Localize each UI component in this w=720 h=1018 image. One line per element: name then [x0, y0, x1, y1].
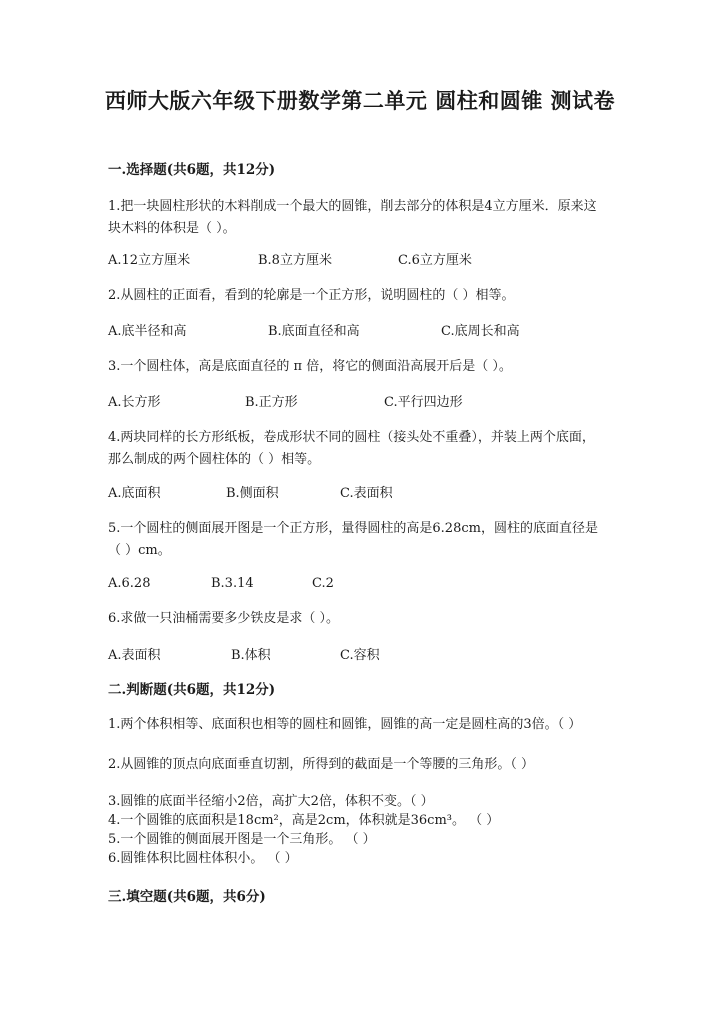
choice-question-5: 5.一个圆柱的侧面展开图是一个正方形，量得圆柱的高是6.28cm，圆柱的底面直径是（ ）cm。	[108, 521, 598, 558]
option-a: A.长方形	[108, 395, 161, 410]
option-a: A.表面积	[108, 648, 161, 663]
option-a: A.底半径和高	[108, 324, 187, 339]
judge-question-3: 3.圆锥的底面半径缩小2倍，高扩大2倍，体积不变。（ ）	[108, 794, 434, 809]
section-fill-heading: 三.填空题(共6题，共6分)	[108, 889, 266, 905]
option-a: A.12立方厘米	[108, 253, 191, 268]
option-b: B.体积	[231, 648, 271, 663]
option-c: C.表面积	[340, 486, 393, 501]
choice-options-3	[108, 394, 628, 412]
option-c: C.底周长和高	[441, 324, 520, 339]
option-c: C.6立方厘米	[398, 253, 472, 268]
page-title: 西师大版六年级下册数学第二单元 圆柱和圆锥 测试卷	[104, 88, 616, 113]
option-b: B.8立方厘米	[258, 253, 332, 268]
judge-question-2: 2.从圆锥的顶点向底面垂直切割，所得到的截面是一个等腰的三角形。（ ）	[108, 757, 535, 772]
option-b: B.底面直径和高	[268, 324, 360, 339]
choice-question-3: 3.一个圆柱体，高是底面直径的 π 倍，将它的侧面沿高展开后是（ ）。	[108, 359, 512, 374]
choice-question-1: 1.把一块圆柱形状的木料削成一个最大的圆锥，削去部分的体积是4立方厘米．原来这块木料的体积是（ ）。	[108, 199, 597, 236]
judge-question-5: 5.一个圆锥的侧面展开图是一个三角形。 （ ）	[108, 832, 376, 847]
option-c: C.2	[312, 576, 334, 591]
option-b: B.侧面积	[226, 486, 279, 501]
judge-question-6: 6.圆锥体积比圆柱体积小。 （ ）	[108, 851, 298, 866]
judge-question-4: 4.一个圆锥的底面积是18cm²，高是2cm，体积就是36cm³。 （ ）	[108, 813, 500, 828]
option-a: A.底面积	[108, 486, 161, 501]
section-choice-heading: 一.选择题(共6题，共12分)	[108, 162, 276, 178]
choice-options-4	[108, 485, 628, 503]
option-c: C.容积	[340, 648, 380, 663]
choice-options-2	[108, 323, 628, 341]
judge-question-1: 1.两个体积相等、底面积也相等的圆柱和圆锥，圆锥的高一定是圆柱高的3倍。（ ）	[108, 717, 582, 732]
choice-options-5	[108, 575, 628, 593]
option-b: B.正方形	[245, 395, 298, 410]
option-a: A.6.28	[108, 576, 151, 591]
option-b: B.3.14	[211, 576, 254, 591]
choice-options-6	[108, 647, 628, 665]
choice-question-6: 6.求做一只油桶需要多少铁皮是求（ ）。	[108, 611, 340, 626]
choice-question-2: 2.从圆柱的正面看，看到的轮廓是一个正方形，说明圆柱的（ ）相等。	[108, 288, 515, 303]
choice-options-1	[108, 252, 628, 270]
choice-question-4: 4.两块同样的长方形纸板，卷成形状不同的圆柱（接头处不重叠），并装上两个底面，那么制成的两个圆柱体的（ ）相等。	[108, 430, 595, 467]
option-c: C.平行四边形	[384, 395, 463, 410]
section-judge-heading: 二.判断题(共6题，共12分)	[108, 682, 276, 698]
